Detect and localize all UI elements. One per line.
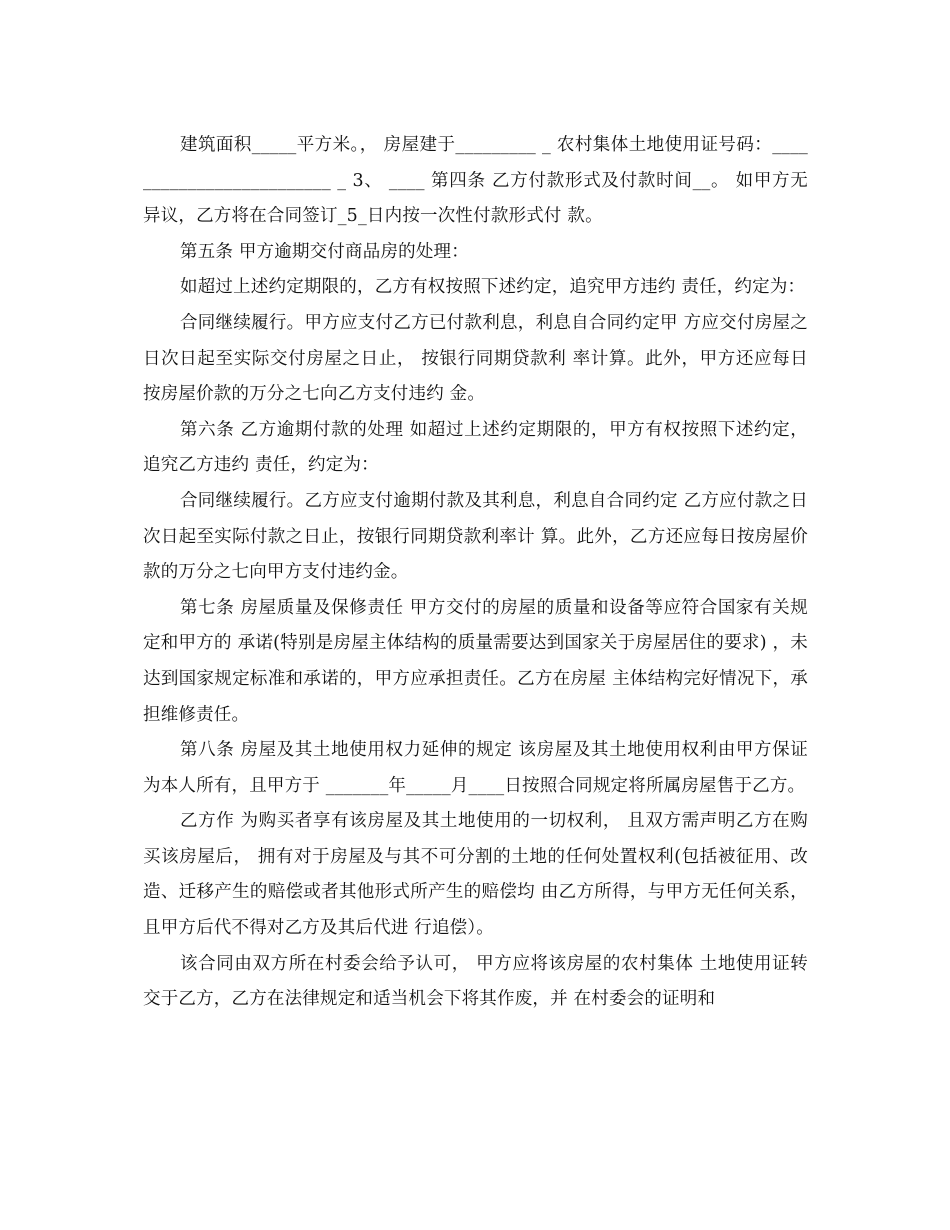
paragraph-village-approval: 该合同由双方所在村委会给予认可， 甲方应将该房屋的农村集体 土地使用证转交于乙方，乙方在法律规定和适当机会下将其作废，并 在村委会的证明和 [143, 953, 808, 1010]
paragraph-article-5-terms: 如超过上述约定期限的，乙方有权按照下述约定，追究甲方违约 责任，约定为： [180, 277, 806, 298]
paragraph-article-6-heading: 第六条 乙方逾期付款的处理 如超过上述约定期限的，甲方有权按照下述约定，追究乙方违约 责任，约定为： [143, 419, 808, 476]
paragraph-buyer-rights: 乙方作 为购买者享有该房屋及其土地使用的一切权利， 且双方需声明乙方在购买该房屋后， 拥有对于房屋及与其不可分割的土地的任何处置权利(包括被征用、改造、迁移产生的赔偿或者其他形式所产生的赔偿均 由乙方所得，与甲方无任何关系，且甲方后代不得对乙方及其后代进 行追偿）。 [143, 811, 808, 939]
paragraph-article-8: 第八条 房屋及其土地使用权力延伸的规定 该房屋及其土地使用权利由甲方保证为本人所有，且甲方于 _______年_____月____日按照合同规定将所属房屋售于乙方。 [143, 740, 808, 796]
paragraph-article-5-heading: 第五条 甲方逾期交付商品房的处理： [180, 241, 469, 262]
paragraph-article-7: 第七条 房屋质量及保修责任 甲方交付的房屋的质量和设备等应符合国家有关规定和甲方的 承诺(特别是房屋主体结构的质量需要达到国家关于房屋居住的要求) ，未达到国家规定标准和承诺的，甲方应承担责任。乙方在房屋 主体结构完好情况下，承担维修责任。 [143, 597, 808, 725]
paragraph-article-4: 建筑面积_____平方米。， 房屋建于_________ _ 农村集体土地使用证号码：_________________________ _ 3、 ____ 第四条 乙方付款形式及付款时间__。 如甲方无异议，乙方将在合同签订_5_日内按一次性付款形式付 款。 [143, 135, 808, 227]
paragraph-article-6-detail: 合同继续履行。乙方应支付逾期付款及其利息，利息自合同约定 乙方应付款之日次日起至实际付款之日止，按银行同期贷款利率计 算。此外，乙方还应每日按房屋价款的万分之七向甲方支付违约金。 [143, 490, 808, 583]
contract-body [143, 128, 808, 1018]
paragraph-article-5-detail: 合同继续履行。甲方应支付乙方已付款利息，利息自合同约定甲 方应交付房屋之日次日起至实际交付房屋之日止， 按银行同期贷款利 率计算。此外，甲方还应每日按房屋价款的万分之七向乙方支付违约 金。 [143, 312, 808, 405]
